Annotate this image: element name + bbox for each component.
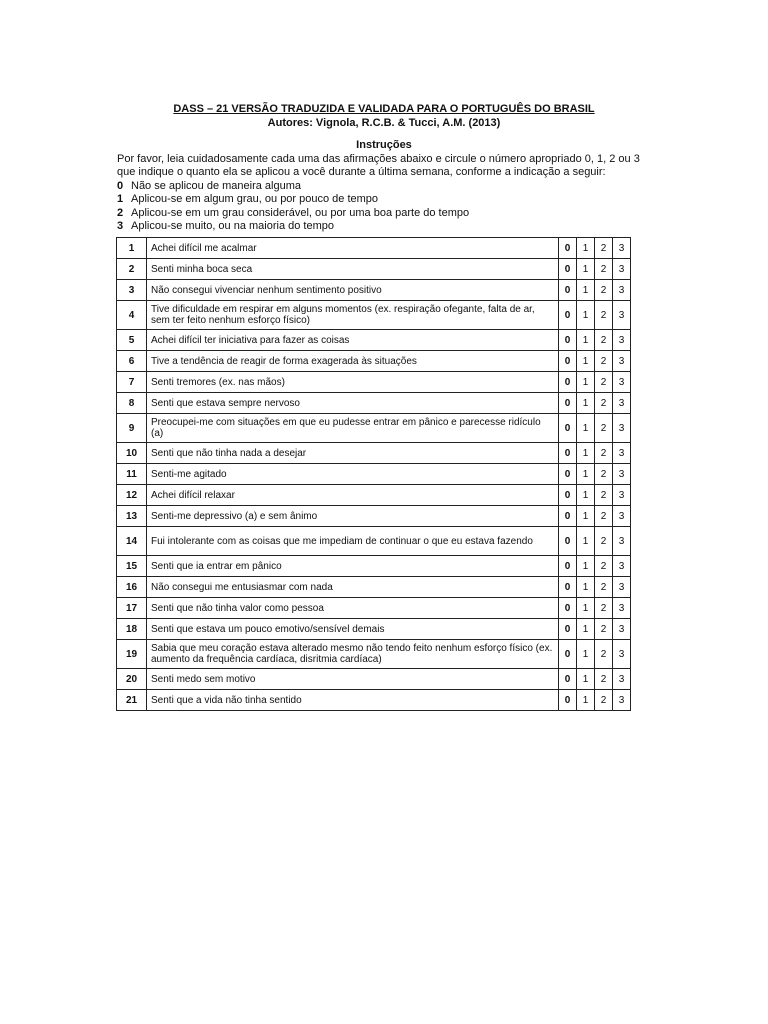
table-row bbox=[117, 464, 631, 485]
rating-option-1[interactable]: 1 bbox=[577, 485, 595, 506]
rating-option-2[interactable]: 2 bbox=[595, 414, 613, 443]
rating-option-3[interactable]: 3 bbox=[613, 577, 631, 598]
item-statement: Senti que não tinha nada a desejar bbox=[147, 443, 559, 464]
rating-option-0[interactable]: 0 bbox=[559, 506, 577, 527]
item-number: 15 bbox=[117, 556, 147, 577]
scale-label: Não se aplicou de maneira alguma bbox=[131, 180, 301, 192]
item-statement: Senti medo sem motivo bbox=[147, 669, 559, 690]
table-row bbox=[117, 259, 631, 280]
rating-option-3[interactable]: 3 bbox=[613, 619, 631, 640]
item-statement: Senti que ia entrar em pânico bbox=[147, 556, 559, 577]
rating-option-0[interactable]: 0 bbox=[559, 330, 577, 351]
rating-option-1[interactable]: 1 bbox=[577, 330, 595, 351]
table-row bbox=[117, 414, 631, 443]
item-statement: Senti-me depressivo (a) e sem ânimo bbox=[147, 506, 559, 527]
rating-option-1[interactable]: 1 bbox=[577, 464, 595, 485]
rating-option-1[interactable]: 1 bbox=[577, 690, 595, 711]
rating-option-0[interactable]: 0 bbox=[559, 372, 577, 393]
table-row bbox=[117, 330, 631, 351]
rating-option-1[interactable]: 1 bbox=[577, 351, 595, 372]
rating-option-3[interactable]: 3 bbox=[613, 598, 631, 619]
rating-option-3[interactable]: 3 bbox=[613, 640, 631, 669]
scale-label: Aplicou-se muito, ou na maioria do tempo bbox=[131, 219, 334, 232]
rating-option-2[interactable]: 2 bbox=[595, 464, 613, 485]
table-row bbox=[117, 690, 631, 711]
item-number: 18 bbox=[117, 619, 147, 640]
rating-option-2[interactable]: 2 bbox=[595, 506, 613, 527]
rating-option-3[interactable]: 3 bbox=[613, 238, 631, 259]
item-statement: Fui intolerante com as coisas que me impediam de continuar o que eu estava fazendo bbox=[147, 527, 559, 556]
rating-option-2[interactable]: 2 bbox=[595, 527, 613, 556]
table-row bbox=[117, 351, 631, 372]
item-statement: Achei difícil relaxar bbox=[147, 485, 559, 506]
document-authors: Autores: Vignola, R.C.B. & Tucci, A.M. (2013) bbox=[267, 117, 501, 129]
rating-option-3[interactable]: 3 bbox=[613, 506, 631, 527]
rating-option-2[interactable]: 2 bbox=[595, 598, 613, 619]
table-row bbox=[117, 393, 631, 414]
item-number: 5 bbox=[117, 330, 147, 351]
item-number: 21 bbox=[117, 690, 147, 711]
rating-option-3[interactable]: 3 bbox=[613, 527, 631, 556]
rating-option-1[interactable]: 1 bbox=[577, 640, 595, 669]
rating-option-0[interactable]: 0 bbox=[559, 238, 577, 259]
scale-value: 3 bbox=[117, 219, 124, 232]
table-row bbox=[117, 238, 631, 259]
item-number: 10 bbox=[117, 443, 147, 464]
item-statement: Tive a tendência de reagir de forma exagerada às situações bbox=[147, 351, 559, 372]
item-statement: Achei difícil me acalmar bbox=[147, 238, 559, 259]
rating-option-1[interactable]: 1 bbox=[577, 238, 595, 259]
item-statement: Achei difícil ter iniciativa para fazer as coisas bbox=[147, 330, 559, 351]
rating-option-1[interactable]: 1 bbox=[577, 259, 595, 280]
document-title: DASS – 21 VERSÃO TRADUZIDA E VALIDADA PARA O PORTUGUÊS DO BRASIL bbox=[173, 103, 595, 115]
rating-option-2[interactable]: 2 bbox=[595, 351, 613, 372]
item-statement: Senti tremores (ex. nas mãos) bbox=[147, 372, 559, 393]
item-number: 3 bbox=[117, 280, 147, 301]
item-statement: Sabia que meu coração estava alterado mesmo não tendo feito nenhum esforço físico (ex. aumento da frequência cardíaca, disritmia cardíaca) bbox=[147, 640, 559, 669]
table-row bbox=[117, 485, 631, 506]
rating-option-2[interactable]: 2 bbox=[595, 238, 613, 259]
rating-option-0[interactable]: 0 bbox=[559, 690, 577, 711]
rating-option-0[interactable]: 0 bbox=[559, 393, 577, 414]
rating-option-0[interactable]: 0 bbox=[559, 259, 577, 280]
item-number: 12 bbox=[117, 485, 147, 506]
scale-item bbox=[117, 220, 617, 233]
rating-option-2[interactable]: 2 bbox=[595, 259, 613, 280]
rating-option-1[interactable]: 1 bbox=[577, 556, 595, 577]
item-number: 8 bbox=[117, 393, 147, 414]
scale-value: 2 bbox=[117, 206, 124, 219]
rating-option-0[interactable]: 0 bbox=[559, 556, 577, 577]
rating-option-2[interactable]: 2 bbox=[595, 690, 613, 711]
table-row bbox=[117, 301, 631, 330]
rating-option-3[interactable]: 3 bbox=[613, 280, 631, 301]
table-row bbox=[117, 669, 631, 690]
rating-option-1[interactable]: 1 bbox=[577, 393, 595, 414]
rating-option-3[interactable]: 3 bbox=[613, 464, 631, 485]
instructions-text: Por favor, leia cuidadosamente cada uma das afirmações abaixo e circule o número apropriado 0, 1, 2 ou 3 que indique o quanto ela se aplicou a você durante a última semana, conforme a indicação a seguir: bbox=[117, 153, 640, 178]
rating-option-2[interactable]: 2 bbox=[595, 485, 613, 506]
scale-item bbox=[117, 193, 617, 206]
rating-option-1[interactable]: 1 bbox=[577, 619, 595, 640]
rating-option-1[interactable]: 1 bbox=[577, 577, 595, 598]
table-row bbox=[117, 527, 631, 556]
item-number: 1 bbox=[117, 238, 147, 259]
rating-option-0[interactable]: 0 bbox=[559, 619, 577, 640]
rating-option-1[interactable]: 1 bbox=[577, 280, 595, 301]
rating-option-2[interactable]: 2 bbox=[595, 280, 613, 301]
rating-option-0[interactable]: 0 bbox=[559, 443, 577, 464]
item-statement: Não consegui me entusiasmar com nada bbox=[147, 577, 559, 598]
rating-option-0[interactable]: 0 bbox=[559, 577, 577, 598]
rating-option-3[interactable]: 3 bbox=[613, 669, 631, 690]
table-row bbox=[117, 372, 631, 393]
rating-option-3[interactable]: 3 bbox=[613, 690, 631, 711]
rating-option-2[interactable]: 2 bbox=[595, 619, 613, 640]
rating-option-0[interactable]: 0 bbox=[559, 280, 577, 301]
rating-option-1[interactable]: 1 bbox=[577, 414, 595, 443]
rating-option-2[interactable]: 2 bbox=[595, 330, 613, 351]
item-statement: Senti que não tinha valor como pessoa bbox=[147, 598, 559, 619]
rating-option-1[interactable]: 1 bbox=[577, 443, 595, 464]
rating-option-1[interactable]: 1 bbox=[577, 527, 595, 556]
rating-option-1[interactable]: 1 bbox=[577, 598, 595, 619]
rating-option-2[interactable]: 2 bbox=[595, 640, 613, 669]
item-number: 4 bbox=[117, 301, 147, 330]
rating-option-3[interactable]: 3 bbox=[613, 485, 631, 506]
item-number: 11 bbox=[117, 464, 147, 485]
rating-option-0[interactable]: 0 bbox=[559, 464, 577, 485]
instructions-title: Instruções bbox=[356, 139, 412, 151]
rating-option-3[interactable]: 3 bbox=[613, 351, 631, 372]
item-number: 6 bbox=[117, 351, 147, 372]
rating-option-2[interactable]: 2 bbox=[595, 301, 613, 330]
item-statement: Tive dificuldade em respirar em alguns momentos (ex. respiração ofegante, falta de ar, sem ter feito nenhum esforço físico) bbox=[147, 301, 559, 330]
rating-option-3[interactable]: 3 bbox=[613, 443, 631, 464]
rating-option-1[interactable]: 1 bbox=[577, 669, 595, 690]
table-row bbox=[117, 577, 631, 598]
rating-option-3[interactable]: 3 bbox=[613, 393, 631, 414]
item-number: 19 bbox=[117, 640, 147, 669]
table-row bbox=[117, 598, 631, 619]
rating-option-3[interactable]: 3 bbox=[613, 330, 631, 351]
table-row bbox=[117, 556, 631, 577]
scale-value: 0 bbox=[117, 180, 124, 192]
item-statement: Preocupei-me com situações em que eu pudesse entrar em pânico e parecesse ridículo (a) bbox=[147, 414, 559, 443]
item-statement: Senti que estava sempre nervoso bbox=[147, 393, 559, 414]
rating-option-0[interactable]: 0 bbox=[559, 527, 577, 556]
rating-option-0[interactable]: 0 bbox=[559, 414, 577, 443]
table-row bbox=[117, 619, 631, 640]
item-number: 13 bbox=[117, 506, 147, 527]
table-row bbox=[117, 506, 631, 527]
item-number: 16 bbox=[117, 577, 147, 598]
scale-item bbox=[117, 207, 617, 220]
rating-option-0[interactable]: 0 bbox=[559, 598, 577, 619]
rating-option-1[interactable]: 1 bbox=[577, 301, 595, 330]
rating-option-0[interactable]: 0 bbox=[559, 351, 577, 372]
scale-value: 1 bbox=[117, 193, 124, 206]
table-row bbox=[117, 443, 631, 464]
item-statement: Não consegui vivenciar nenhum sentimento positivo bbox=[147, 280, 559, 301]
item-number: 9 bbox=[117, 414, 147, 443]
rating-option-0[interactable]: 0 bbox=[559, 640, 577, 669]
rating-option-3[interactable]: 3 bbox=[613, 414, 631, 443]
item-statement: Senti minha boca seca bbox=[147, 259, 559, 280]
item-statement: Senti que estava um pouco emotivo/sensível demais bbox=[147, 619, 559, 640]
rating-option-3[interactable]: 3 bbox=[613, 372, 631, 393]
rating-option-2[interactable]: 2 bbox=[595, 443, 613, 464]
scale-label: Aplicou-se em um grau considerável, ou por uma boa parte do tempo bbox=[131, 206, 470, 219]
table-row bbox=[117, 640, 631, 669]
scale-item bbox=[117, 180, 617, 193]
item-number: 17 bbox=[117, 598, 147, 619]
rating-option-0[interactable]: 0 bbox=[559, 669, 577, 690]
rating-option-2[interactable]: 2 bbox=[595, 393, 613, 414]
scale-label: Aplicou-se em algum grau, ou por pouco de tempo bbox=[131, 193, 379, 206]
rating-option-2[interactable]: 2 bbox=[595, 556, 613, 577]
rating-option-1[interactable]: 1 bbox=[577, 506, 595, 527]
item-number: 2 bbox=[117, 259, 147, 280]
rating-option-3[interactable]: 3 bbox=[613, 259, 631, 280]
item-number: 20 bbox=[117, 669, 147, 690]
rating-option-2[interactable]: 2 bbox=[595, 577, 613, 598]
rating-option-2[interactable]: 2 bbox=[595, 669, 613, 690]
rating-option-1[interactable]: 1 bbox=[577, 372, 595, 393]
rating-option-0[interactable]: 0 bbox=[559, 485, 577, 506]
scale-legend bbox=[117, 180, 617, 233]
item-statement: Senti-me agitado bbox=[147, 464, 559, 485]
rating-option-3[interactable]: 3 bbox=[613, 301, 631, 330]
item-number: 7 bbox=[117, 372, 147, 393]
table-row bbox=[117, 280, 631, 301]
rating-option-0[interactable]: 0 bbox=[559, 301, 577, 330]
item-number: 14 bbox=[117, 527, 147, 556]
rating-option-3[interactable]: 3 bbox=[613, 556, 631, 577]
item-statement: Senti que a vida não tinha sentido bbox=[147, 690, 559, 711]
dass-questionnaire-table bbox=[116, 237, 631, 711]
rating-option-2[interactable]: 2 bbox=[595, 372, 613, 393]
